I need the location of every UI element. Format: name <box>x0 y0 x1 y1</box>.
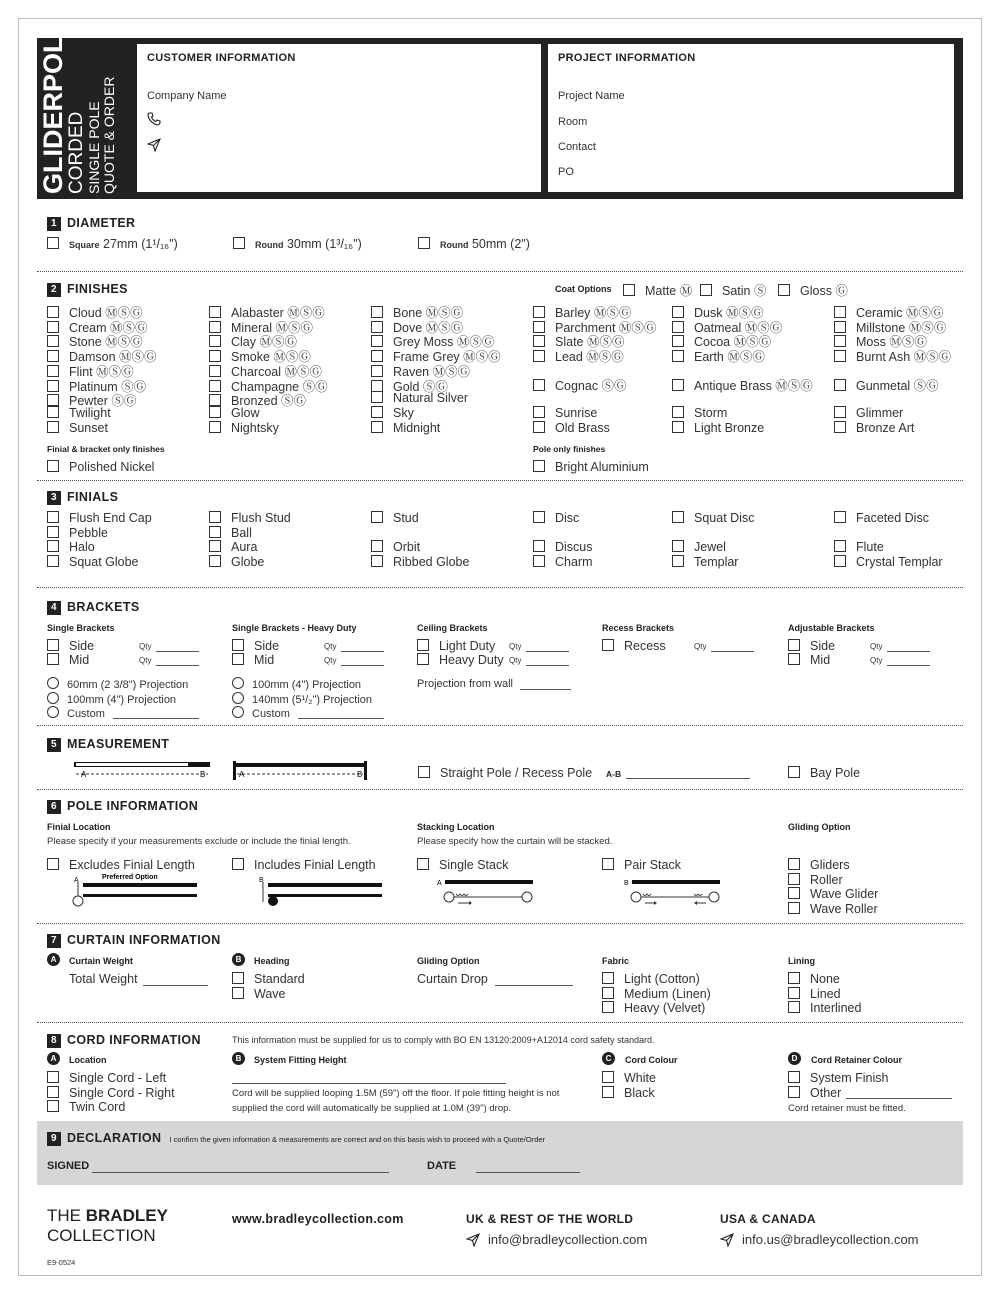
glide-gliders[interactable]: Gliders <box>788 858 850 872</box>
fitting-height-line[interactable] <box>232 1083 506 1084</box>
cord-single-right[interactable]: Single Cord - Right <box>47 1086 175 1100</box>
projection-wall-line[interactable] <box>520 689 571 690</box>
finish-option[interactable]: Twilight <box>47 406 111 420</box>
cord-colour-label: Cord Colour <box>625 1055 678 1065</box>
finish-option[interactable]: Champagne ⓈⒼ <box>209 377 328 395</box>
section-cord-information: 8 CORD INFORMATION <box>47 1033 201 1048</box>
retainer-other-line[interactable] <box>846 1098 952 1099</box>
total-weight-label: Total Weight <box>69 972 138 986</box>
bracket-mid[interactable]: Mid <box>232 653 274 667</box>
cord-white[interactable]: White <box>602 1071 656 1085</box>
qty-label: Qty <box>870 642 883 651</box>
single-stack[interactable]: Single Stack <box>417 858 508 872</box>
finish-option[interactable]: Old Brass <box>533 421 610 435</box>
finish-option[interactable]: Platinum ⓈⒼ <box>47 377 146 395</box>
heading-label: Heading <box>254 956 290 966</box>
finish-option[interactable]: Bone ⓂⓈⒼ <box>371 303 463 321</box>
ab-line[interactable] <box>626 778 750 779</box>
retainer-note: Cord retainer must be fitted. <box>788 1103 906 1114</box>
cord-black[interactable]: Black <box>602 1086 655 1100</box>
ceiling-light-duty[interactable]: Light Duty <box>417 639 495 653</box>
mark-a: A <box>437 880 442 887</box>
customer-info-box <box>137 44 541 192</box>
finish-option[interactable]: Raven ⓂⓈⒼ <box>371 362 470 380</box>
finial-option[interactable]: Faceted Disc <box>834 511 929 525</box>
date-line[interactable] <box>476 1172 580 1173</box>
pair-stack-diagram <box>624 876 724 908</box>
finish-option[interactable]: Barley ⓂⓈⒼ <box>533 303 631 321</box>
customer-info-heading: CUSTOMER INFORMATION <box>147 52 296 64</box>
finish-option[interactable]: Antique Brass ⓂⓈⒼ <box>672 376 813 394</box>
finial-option[interactable]: Squat Globe <box>47 555 139 569</box>
includes-finial-length[interactable]: Includes Finial Length <box>232 858 376 872</box>
ab-label: A-B <box>606 769 622 779</box>
finish-option[interactable]: Sky <box>371 406 414 420</box>
location-label: Location <box>69 1055 107 1065</box>
send-icon <box>466 1233 480 1247</box>
qty-line[interactable] <box>341 665 384 666</box>
finial-option[interactable]: Flush Stud <box>209 511 291 525</box>
mark-b: B <box>624 880 629 887</box>
contact-field[interactable]: Contact <box>558 141 596 153</box>
recess-brackets-label: Recess Brackets <box>602 623 675 633</box>
finial-option[interactable]: Orbit <box>371 540 420 554</box>
cord-single-left[interactable]: Single Cord - Left <box>47 1071 166 1085</box>
measurement-diagram-straight <box>74 760 214 782</box>
qty-line[interactable] <box>156 651 199 652</box>
phone-icon <box>147 112 161 126</box>
retainer-system-finish[interactable]: System Finish <box>788 1071 889 1085</box>
heading-wave[interactable]: Wave <box>232 987 286 1001</box>
qty-label: Qty <box>324 642 337 651</box>
finial-option[interactable]: Discus <box>533 540 593 554</box>
finish-option[interactable]: Bronze Art <box>834 421 914 435</box>
title-quote-order: QUOTE & ORDER <box>101 76 117 194</box>
finial-option[interactable]: Globe <box>209 555 264 569</box>
adjustable-brackets-label: Adjustable Brackets <box>788 623 875 633</box>
finial-option[interactable]: Disc <box>533 511 579 525</box>
qty-line[interactable] <box>526 651 569 652</box>
excludes-diagram <box>70 872 200 908</box>
curtain-weight-label: Curtain Weight <box>69 956 133 966</box>
qty-label: Qty <box>509 656 522 665</box>
retainer-other[interactable]: Other <box>788 1086 841 1100</box>
section-brackets: 4 BRACKETS <box>47 600 140 615</box>
glide-wave-roller[interactable]: Wave Roller <box>788 902 878 916</box>
finish-option[interactable]: Alabaster ⓂⓈⒼ <box>209 303 325 321</box>
finial-location-label: Finial Location <box>47 822 111 832</box>
section-finishes: 2 FINISHES <box>47 282 128 297</box>
glide-roller[interactable]: Roller <box>788 873 843 887</box>
project-info-box <box>548 44 954 192</box>
cord-safety-note: This information must be supplied for us to comply with BO EN 13120:2009+A12014 cord safety standard. <box>232 1035 655 1045</box>
qty-label: Qty <box>139 642 152 651</box>
coat-satin[interactable]: Satin Ⓢ <box>700 281 766 299</box>
finial-option[interactable]: Crystal Templar <box>834 555 943 569</box>
room-field[interactable]: Room <box>558 116 588 128</box>
finish-option[interactable]: Cognac ⓈⒼ <box>533 376 627 394</box>
title-gliderpole: GLIDERPOLE <box>38 18 68 194</box>
finial-option[interactable]: Pebble <box>47 526 108 540</box>
mark-b: B <box>259 877 264 884</box>
finish-option[interactable]: Oatmeal ⓂⓈⒼ <box>672 318 782 336</box>
finial-option[interactable]: Stud <box>371 511 419 525</box>
divider <box>37 271 963 272</box>
badge-d: D <box>788 1052 801 1065</box>
mark-b: B <box>200 770 206 779</box>
finish-option[interactable]: Parchment ⓂⓈⒼ <box>533 318 656 336</box>
finish-option[interactable]: Gunmetal ⓈⒼ <box>834 376 939 394</box>
finish-option[interactable]: Bronzed ⓈⒼ <box>209 391 306 409</box>
finish-option[interactable]: Clay ⓂⓈⒼ <box>209 332 297 350</box>
finish-option[interactable]: Storm <box>672 406 727 420</box>
qty-label: Qty <box>870 656 883 665</box>
bracket-mid[interactable]: Mid <box>47 653 89 667</box>
date-label: DATE <box>427 1160 457 1172</box>
finish-option[interactable]: Cocoa ⓂⓈⒼ <box>672 332 771 350</box>
website-link[interactable]: www.bradleycollection.com <box>232 1212 404 1226</box>
finial-option[interactable]: Flush End Cap <box>47 511 152 525</box>
pole-only-label: Pole only finishes <box>533 444 606 454</box>
finish-polished-nickel[interactable]: Polished Nickel <box>47 460 154 474</box>
finish-option[interactable]: Mineral ⓂⓈⒼ <box>209 318 313 336</box>
qty-line[interactable] <box>156 665 199 666</box>
po-field[interactable]: PO <box>558 166 574 178</box>
includes-diagram <box>255 872 385 908</box>
custom-line[interactable] <box>113 718 199 719</box>
measurement-diagram-recess <box>233 761 373 783</box>
uk-email-link[interactable]: info@bradleycollection.com <box>488 1232 648 1247</box>
projection-100mm[interactable]: 100mm (4") Projection <box>47 692 176 706</box>
finial-location-hint: Please specify if your measurements exclude or include the finial length. <box>47 836 351 847</box>
single-brackets-label: Single Brackets <box>47 623 115 633</box>
bracket-mid[interactable]: Mid <box>788 653 830 667</box>
finish-option[interactable]: Pewter ⓈⒼ <box>47 391 136 409</box>
qty-line[interactable] <box>711 651 754 652</box>
form-title <box>38 18 134 194</box>
uk-heading: UK & REST OF THE WORLD <box>466 1212 634 1226</box>
finial-option[interactable]: Jewel <box>672 540 726 554</box>
brand-logo: THE BRADLEY COLLECTION <box>47 1206 168 1245</box>
finial-option[interactable]: Templar <box>672 555 738 569</box>
heavy-duty-label: Single Brackets - Heavy Duty <box>232 623 357 633</box>
fabric-label: Fabric <box>602 956 630 966</box>
excludes-finial-length[interactable]: Excludes Finial Length <box>47 858 195 872</box>
pair-stack[interactable]: Pair Stack <box>602 858 681 872</box>
bracket-side[interactable]: Side <box>47 639 94 653</box>
fitting-note-1: Cord will be supplied looping 1.5M (59") off the floor. If pole fitting height is not <box>232 1088 560 1099</box>
finish-option[interactable]: Glow <box>209 406 259 420</box>
finish-option[interactable]: Gold ⓈⒼ <box>371 377 448 395</box>
system-fitting-height-label: System Fitting Height <box>254 1055 347 1065</box>
send-icon <box>720 1233 734 1247</box>
divider <box>37 587 963 588</box>
mark-a: A <box>74 877 79 884</box>
lining-lined[interactable]: Lined <box>788 987 841 1001</box>
finish-option[interactable]: Sunset <box>47 421 108 435</box>
divider <box>37 789 963 790</box>
finish-option[interactable]: Cloud ⓂⓈⒼ <box>47 303 143 321</box>
finish-option[interactable]: Slate ⓂⓈⒼ <box>533 332 624 350</box>
qty-line[interactable] <box>526 665 569 666</box>
qty-line[interactable] <box>887 665 930 666</box>
diameter-round-50[interactable]: Round 50mm (2") <box>418 237 530 251</box>
curtain-drop-line[interactable] <box>495 985 573 986</box>
hd-projection-custom[interactable]: Custom <box>232 706 290 720</box>
section-measurement: 5 MEASUREMENT <box>47 737 169 752</box>
fabric-heavy[interactable]: Heavy (Velvet) <box>602 1001 705 1015</box>
finish-option[interactable]: Damson ⓂⓈⒼ <box>47 347 157 365</box>
declaration-text: I confirm the given information & measurements are correct and on this basis wish to proceed with a Quote/Order <box>169 1135 546 1144</box>
mark-b: B <box>357 770 363 779</box>
straight-pole-option[interactable]: Straight Pole / Recess Pole <box>418 766 592 780</box>
divider <box>37 725 963 726</box>
finish-option[interactable]: Flint ⓂⓈⒼ <box>47 362 134 380</box>
section-declaration: 9 DECLARATION I confirm the given information & measurements are correct and on this basis wish to proceed with a Quote/Order <box>47 1131 545 1146</box>
finish-option[interactable]: Dusk ⓂⓈⒼ <box>672 303 763 321</box>
cord-twin[interactable]: Twin Cord <box>47 1100 125 1114</box>
ceiling-brackets-label: Ceiling Brackets <box>417 623 488 633</box>
section-pole-information: 6 POLE INFORMATION <box>47 799 198 814</box>
lining-interlined[interactable]: Interlined <box>788 1001 861 1015</box>
diameter-square-27[interactable]: Square 27mm (1¹/₁₆") <box>47 237 178 251</box>
fitting-note-2: supplied the cord will automatically be supplied at 1.0M (39") drop. <box>232 1103 512 1114</box>
badge-c: C <box>602 1052 615 1065</box>
finial-option[interactable]: Aura <box>209 540 257 554</box>
title-corded: CORDED <box>66 111 87 194</box>
stacking-location-label: Stacking Location <box>417 822 495 832</box>
company-name-field[interactable]: Company Name <box>147 90 227 102</box>
finish-bright-aluminium[interactable]: Bright Aluminium <box>533 460 649 474</box>
fabric-medium[interactable]: Medium (Linen) <box>602 987 711 1001</box>
finial-option[interactable]: Ribbed Globe <box>371 555 469 569</box>
stacking-location-hint: Please specify how the curtain will be stacked. <box>417 836 613 847</box>
finish-option[interactable]: Earth ⓂⓈⒼ <box>672 347 765 365</box>
title-single-pole: SINGLE POLE <box>86 101 102 194</box>
project-name-field[interactable]: Project Name <box>558 90 625 102</box>
finish-option[interactable]: Burnt Ash ⓂⓈⒼ <box>834 347 951 365</box>
gliding-option-label-7: Gliding Option <box>417 956 480 966</box>
signature-line[interactable] <box>92 1172 389 1173</box>
coat-matte[interactable]: Matte Ⓜ <box>623 281 692 299</box>
qty-label: Qty <box>509 642 522 651</box>
bracket-side[interactable]: Side <box>788 639 835 653</box>
glide-wave-glider[interactable]: Wave Glider <box>788 887 878 901</box>
signed-label: SIGNED <box>47 1160 90 1172</box>
fabric-light[interactable]: Light (Cotton) <box>602 972 700 986</box>
finish-option[interactable]: Sunrise <box>533 406 597 420</box>
badge-b: B <box>232 953 245 966</box>
coat-gloss[interactable]: Gloss Ⓖ <box>778 281 848 299</box>
finish-option[interactable]: Natural Silver <box>371 391 468 405</box>
bracket-side[interactable]: Side <box>232 639 279 653</box>
finish-option[interactable]: Nightsky <box>209 421 279 435</box>
divider <box>37 480 963 481</box>
us-heading: USA & CANADA <box>720 1212 816 1226</box>
finial-option[interactable]: Charm <box>533 555 593 569</box>
finish-option[interactable]: Light Bronze <box>672 421 764 435</box>
finish-option[interactable]: Ceramic ⓂⓈⒼ <box>834 303 944 321</box>
mark-a: A <box>81 770 87 779</box>
finial-bracket-only-label: Finial & bracket only finishes <box>47 444 165 454</box>
qty-line[interactable] <box>341 651 384 652</box>
qty-line[interactable] <box>887 651 930 652</box>
finish-option[interactable]: Stone ⓂⓈⒼ <box>47 332 143 350</box>
section-finials: 3 FINIALS <box>47 490 118 505</box>
finish-option[interactable]: Millstone ⓂⓈⒼ <box>834 318 946 336</box>
heading-standard[interactable]: Standard <box>232 972 305 986</box>
badge-a: A <box>47 1052 60 1065</box>
finish-option[interactable]: Glimmer <box>834 406 903 420</box>
lining-none[interactable]: None <box>788 972 840 986</box>
finial-option[interactable]: Flute <box>834 540 884 554</box>
diameter-round-30[interactable]: Round 30mm (1³/₁₆") <box>233 237 362 251</box>
lining-label: Lining <box>788 956 815 966</box>
send-icon <box>147 138 161 152</box>
finish-option[interactable]: Dove ⓂⓈⒼ <box>371 318 463 336</box>
section-curtain-information: 7 CURTAIN INFORMATION <box>47 933 221 948</box>
finish-option[interactable]: Frame Grey ⓂⓈⒼ <box>371 347 501 365</box>
divider <box>37 1022 963 1023</box>
finish-option[interactable]: Lead ⓂⓈⒼ <box>533 347 624 365</box>
hd-projection-100mm[interactable]: 100mm (4") Projection <box>232 677 361 691</box>
finish-option[interactable]: Grey Moss ⓂⓈⒼ <box>371 332 494 350</box>
finish-option[interactable]: Smoke ⓂⓈⒼ <box>209 347 311 365</box>
gliding-option-label: Gliding Option <box>788 822 851 832</box>
ceiling-heavy-duty[interactable]: Heavy Duty <box>417 653 504 667</box>
total-weight-line[interactable] <box>143 985 208 986</box>
qty-label: Qty <box>324 656 337 665</box>
finial-option[interactable]: Squat Disc <box>672 511 754 525</box>
finial-option[interactable]: Halo <box>47 540 95 554</box>
hd-custom-line[interactable] <box>298 718 384 719</box>
mark-a: A <box>239 770 245 779</box>
project-info-heading: PROJECT INFORMATION <box>558 52 696 64</box>
preferred-option-label: Preferred Option <box>102 874 158 881</box>
qty-label: Qty <box>139 656 152 665</box>
badge-a: A <box>47 953 60 966</box>
coat-options-label: Coat Options <box>555 284 612 294</box>
finish-option[interactable]: Midnight <box>371 421 440 435</box>
projection-60mm[interactable]: 60mm (2 3/8") Projection <box>47 677 188 691</box>
cord-retainer-label: Cord Retainer Colour <box>811 1055 903 1065</box>
projection-from-wall-label: Projection from wall <box>417 678 513 690</box>
section-diameter: 1 DIAMETER <box>47 216 135 231</box>
finial-option[interactable]: Ball <box>209 526 252 540</box>
finish-option[interactable]: Moss ⓂⓈⒼ <box>834 332 927 350</box>
form-code: E9-0524 <box>47 1258 76 1267</box>
finish-option[interactable]: Charcoal ⓂⓈⒼ <box>209 362 322 380</box>
single-stack-diagram <box>437 876 537 908</box>
bay-pole-option[interactable]: Bay Pole <box>788 766 860 780</box>
curtain-drop-label: Curtain Drop <box>417 972 488 986</box>
finish-option[interactable]: Cream ⓂⓈⒼ <box>47 318 147 336</box>
qty-label: Qty <box>694 642 707 651</box>
badge-b: B <box>232 1052 245 1065</box>
recess-option[interactable]: Recess <box>602 639 666 653</box>
projection-custom[interactable]: Custom <box>47 706 105 720</box>
us-email-link[interactable]: info.us@bradleycollection.com <box>742 1232 919 1247</box>
hd-projection-140mm[interactable]: 140mm (5¹/₂") Projection <box>232 692 372 706</box>
divider <box>37 923 963 924</box>
